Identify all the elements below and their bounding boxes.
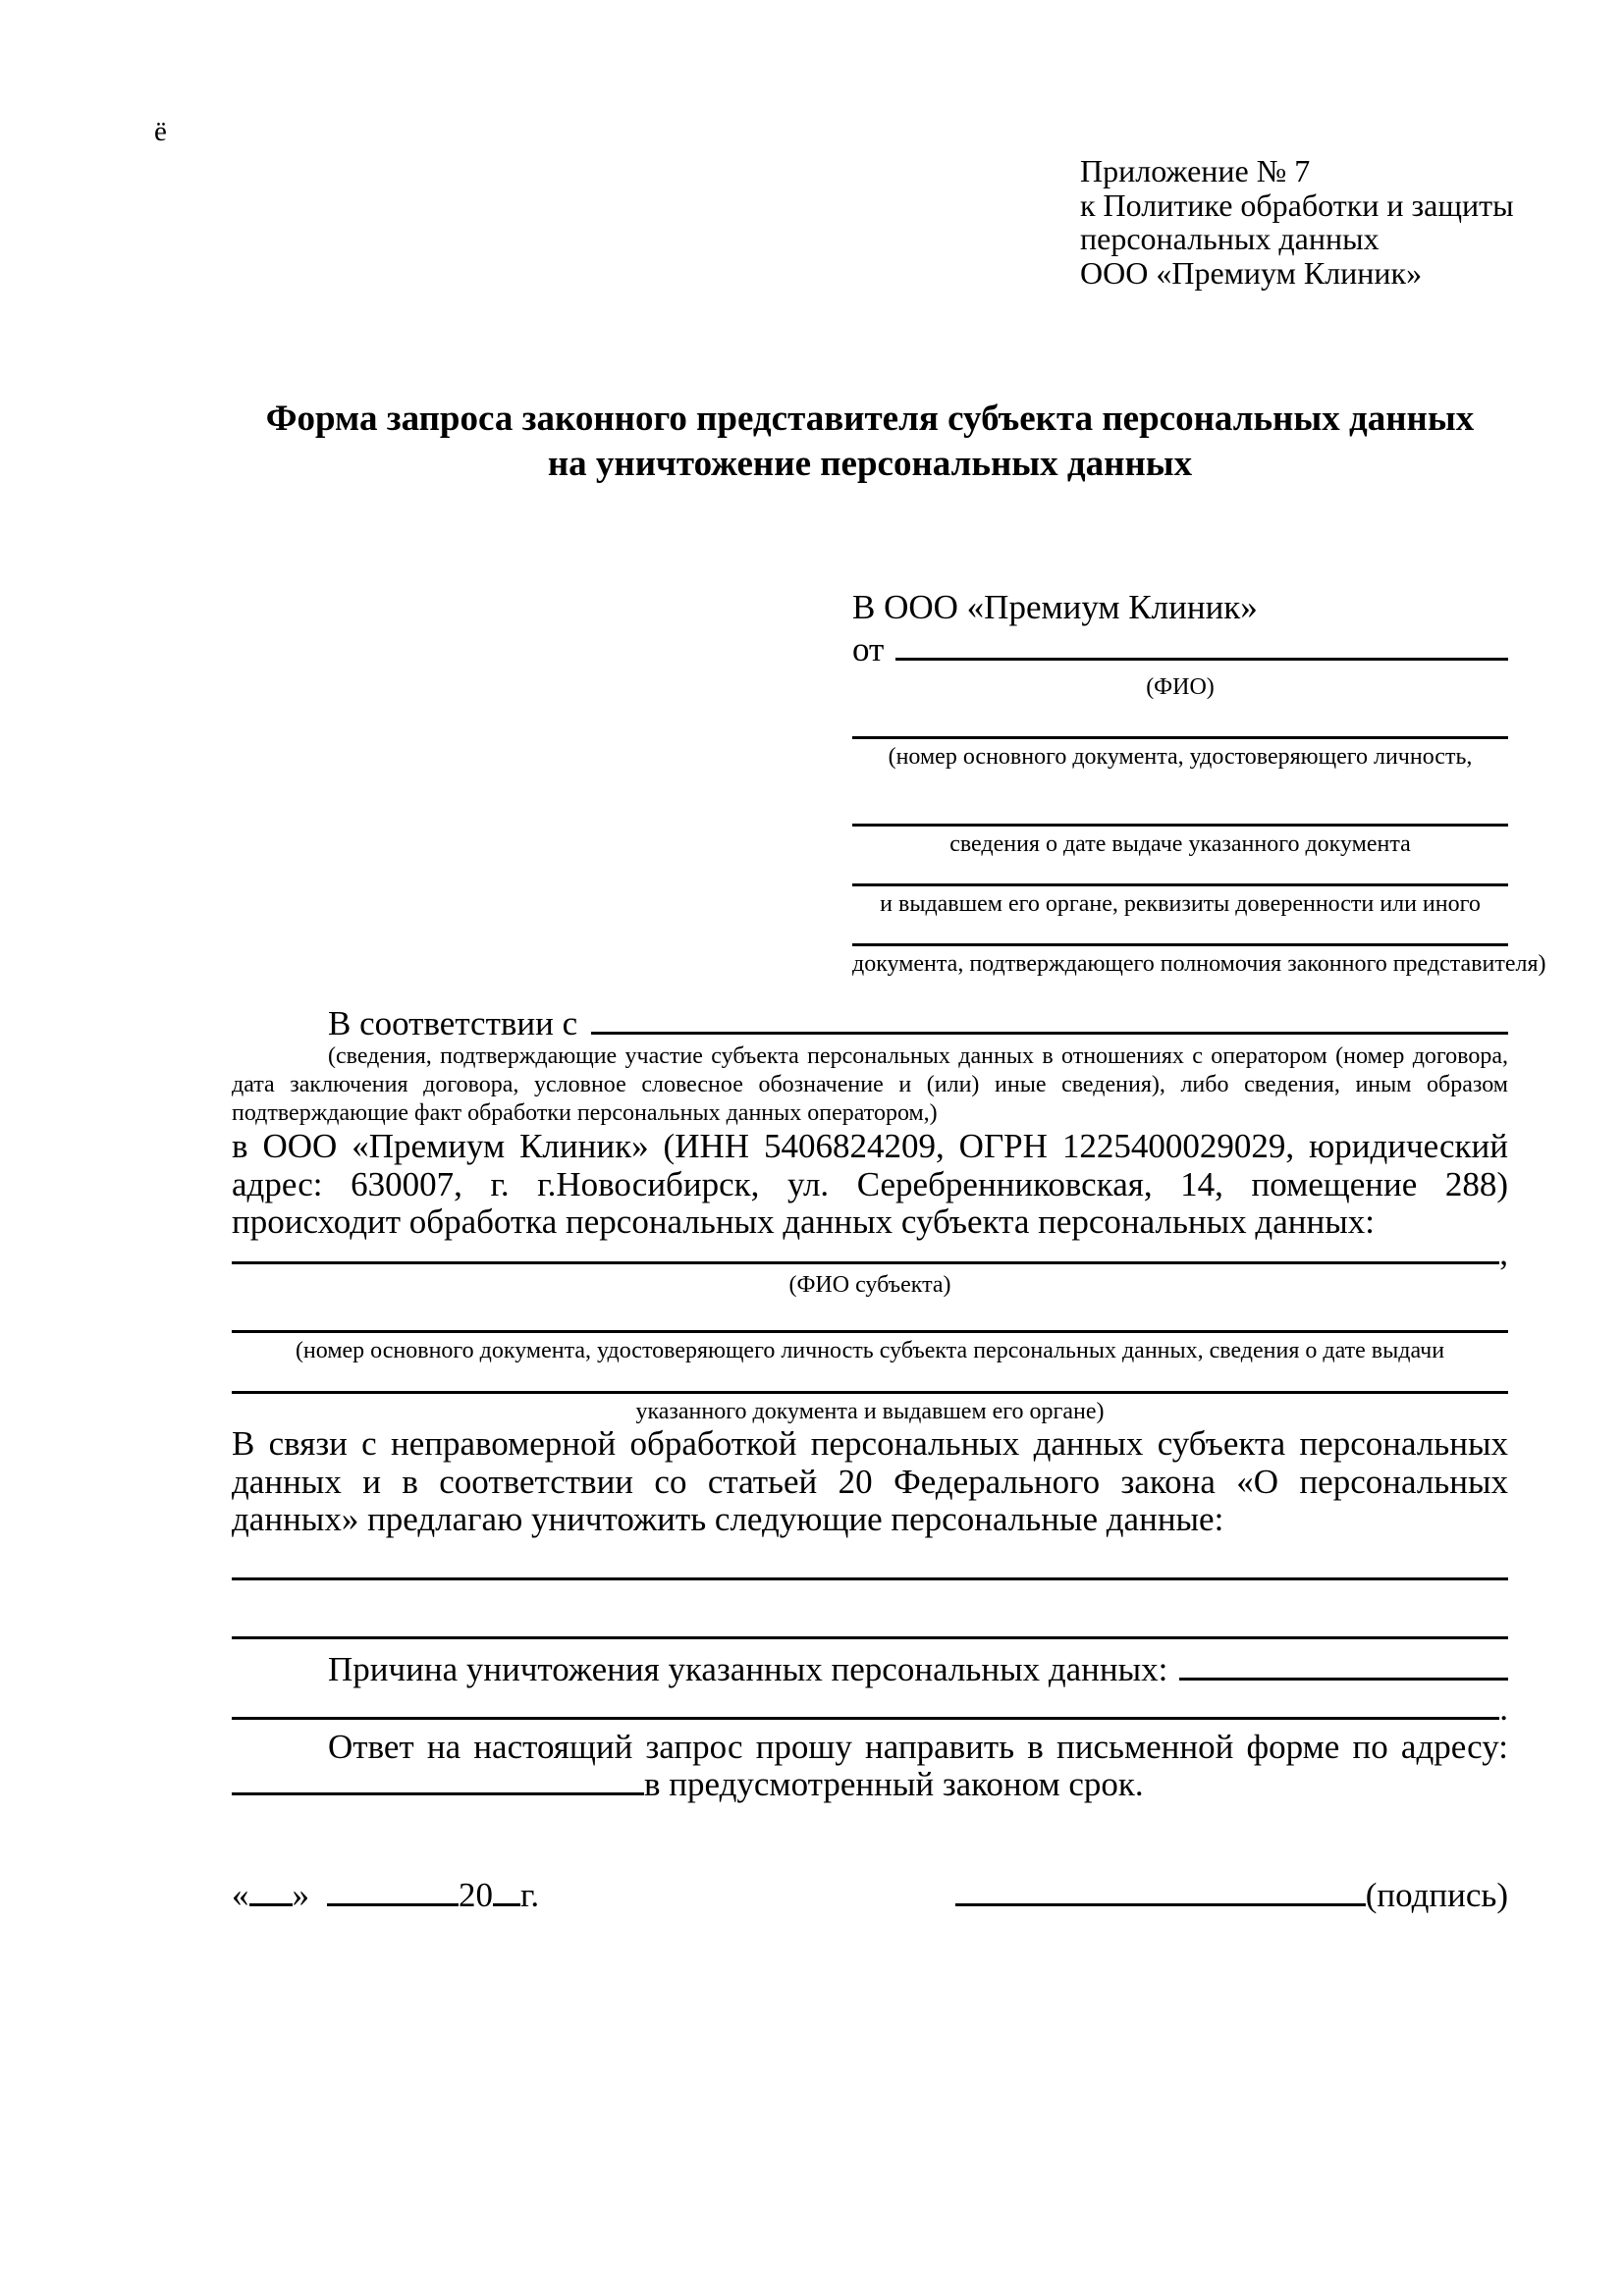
issuing-authority-field-line[interactable] (852, 858, 1508, 886)
signature-group (955, 1877, 1508, 1915)
signature-caption: (подпись) (1365, 1876, 1508, 1914)
date-group (232, 1877, 539, 1915)
stray-ye-mark: ё (154, 116, 167, 147)
reason-period: . (1499, 1689, 1508, 1728)
signature-row (232, 1877, 1508, 1915)
operator-paragraph: в ООО «Премиум Клиник» (ИНН 5406824209, ОГРН 1225400029029, юридический адрес: 630007, г. г.Новосибирск, ул. Серебренниковская, 14, помещение 288) происходит обработка персональных данных субъекта персональных данных: (232, 1127, 1508, 1242)
caption-subject-fio: (ФИО субъекта) (788, 1272, 951, 1298)
issue-date-field-line[interactable] (852, 798, 1508, 827)
date-day-field-line[interactable] (249, 1902, 293, 1906)
caption-issue-date: сведения о дате выдаче указанного документа (949, 831, 1411, 857)
date-year-suffix: г. (520, 1876, 540, 1914)
accordance-field-line[interactable] (591, 1031, 1508, 1035)
date-quote-close: » (292, 1876, 309, 1914)
form-title (232, 397, 1508, 487)
appendix-line-4: ООО «Премиум Клиник» (1080, 254, 1423, 291)
data-to-destroy-field-line-1[interactable] (232, 1552, 1508, 1580)
accordance-note: (сведения, подтверждающие участие субъекта персональных данных в отношениях с оператором (номер договора, дата заключения договора, условное словесное обозначение и (или) иные сведения), либо сведения, иным образом подтверждающие факт обработки персональных данных оператором,) (232, 1043, 1508, 1126)
destroy-paragraph: В связи с неправомерной обработкой персональных данных субъекта персональных данных и в соответствии со статьей 20 Федерального закона «О персональных данных» предлагаю уничтожить следующие персональные данные: (232, 1424, 1508, 1539)
form-title-line-1: Форма запроса законного представителя субъекта персональных данных (265, 399, 1475, 439)
addressee-to: В ООО «Премиум Клиник» (852, 588, 1258, 626)
signature-field-line[interactable] (955, 1902, 1366, 1906)
appendix-note (1080, 154, 1514, 290)
date-year-prefix: 20 (459, 1876, 493, 1914)
caption-issuing-authority: и выдавшем его органе, реквизиты доверенности или иного (880, 891, 1481, 917)
accordance-label: В соответствии с (328, 1004, 578, 1042)
appendix-line-2: к Политике обработки и защиты (1080, 187, 1514, 223)
reply-address-field-line[interactable] (232, 1791, 644, 1795)
fio-field-line[interactable] (895, 657, 1508, 661)
date-quote-open: « (232, 1876, 249, 1914)
reply-line-2 (232, 1766, 1508, 1804)
reply-line-1: Ответ на настоящий запрос прошу направить в письменной форме по адресу: (328, 1728, 1508, 1766)
accordance-row (232, 1005, 1508, 1043)
addressee-block (852, 587, 1546, 978)
data-to-destroy-field-line-2[interactable] (232, 1611, 1508, 1639)
caption-subject-document-1: (номер основного документа, удостоверяющего личность субъекта персональных данных, сведения о дате выдачи (295, 1338, 1445, 1363)
subject-document-field-line-1[interactable] (232, 1305, 1508, 1333)
reason-field-line-2[interactable] (232, 1716, 1499, 1720)
document-number-field-line[interactable] (852, 711, 1508, 739)
caption-document-number: (номер основного документа, удостоверяющего личность, (888, 744, 1473, 770)
reason-field-line[interactable] (1179, 1677, 1508, 1681)
subject-fio-comma: , (1499, 1234, 1508, 1272)
appendix-line-1: Приложение № 7 (1080, 153, 1311, 188)
caption-authority-document: документа, подтверждающего полномочия законного представителя) (852, 951, 1546, 977)
authority-document-field-line[interactable] (852, 918, 1508, 946)
appendix-line-3: персональных данных (1080, 221, 1380, 256)
form-title-line-2: на уничтожение персональных данных (547, 444, 1193, 484)
subject-fio-field-line[interactable] (232, 1260, 1499, 1264)
caption-subject-document-2: указанного документа и выдавшем его органе) (635, 1399, 1105, 1424)
date-year-field-line[interactable] (493, 1902, 520, 1906)
reason-row (232, 1651, 1508, 1689)
date-month-field-line[interactable] (327, 1902, 459, 1906)
subject-fio-row (232, 1235, 1508, 1273)
subject-document-field-line-2[interactable] (232, 1365, 1508, 1394)
from-row (852, 628, 1508, 671)
reply-line-2-text: в предусмотренный законом срок. (644, 1765, 1144, 1803)
caption-fio: (ФИО) (1146, 674, 1215, 700)
reason-label: Причина уничтожения указанных персональных данных: (328, 1650, 1168, 1688)
from-label: от (852, 630, 885, 668)
reason-continuation-row (232, 1690, 1508, 1729)
